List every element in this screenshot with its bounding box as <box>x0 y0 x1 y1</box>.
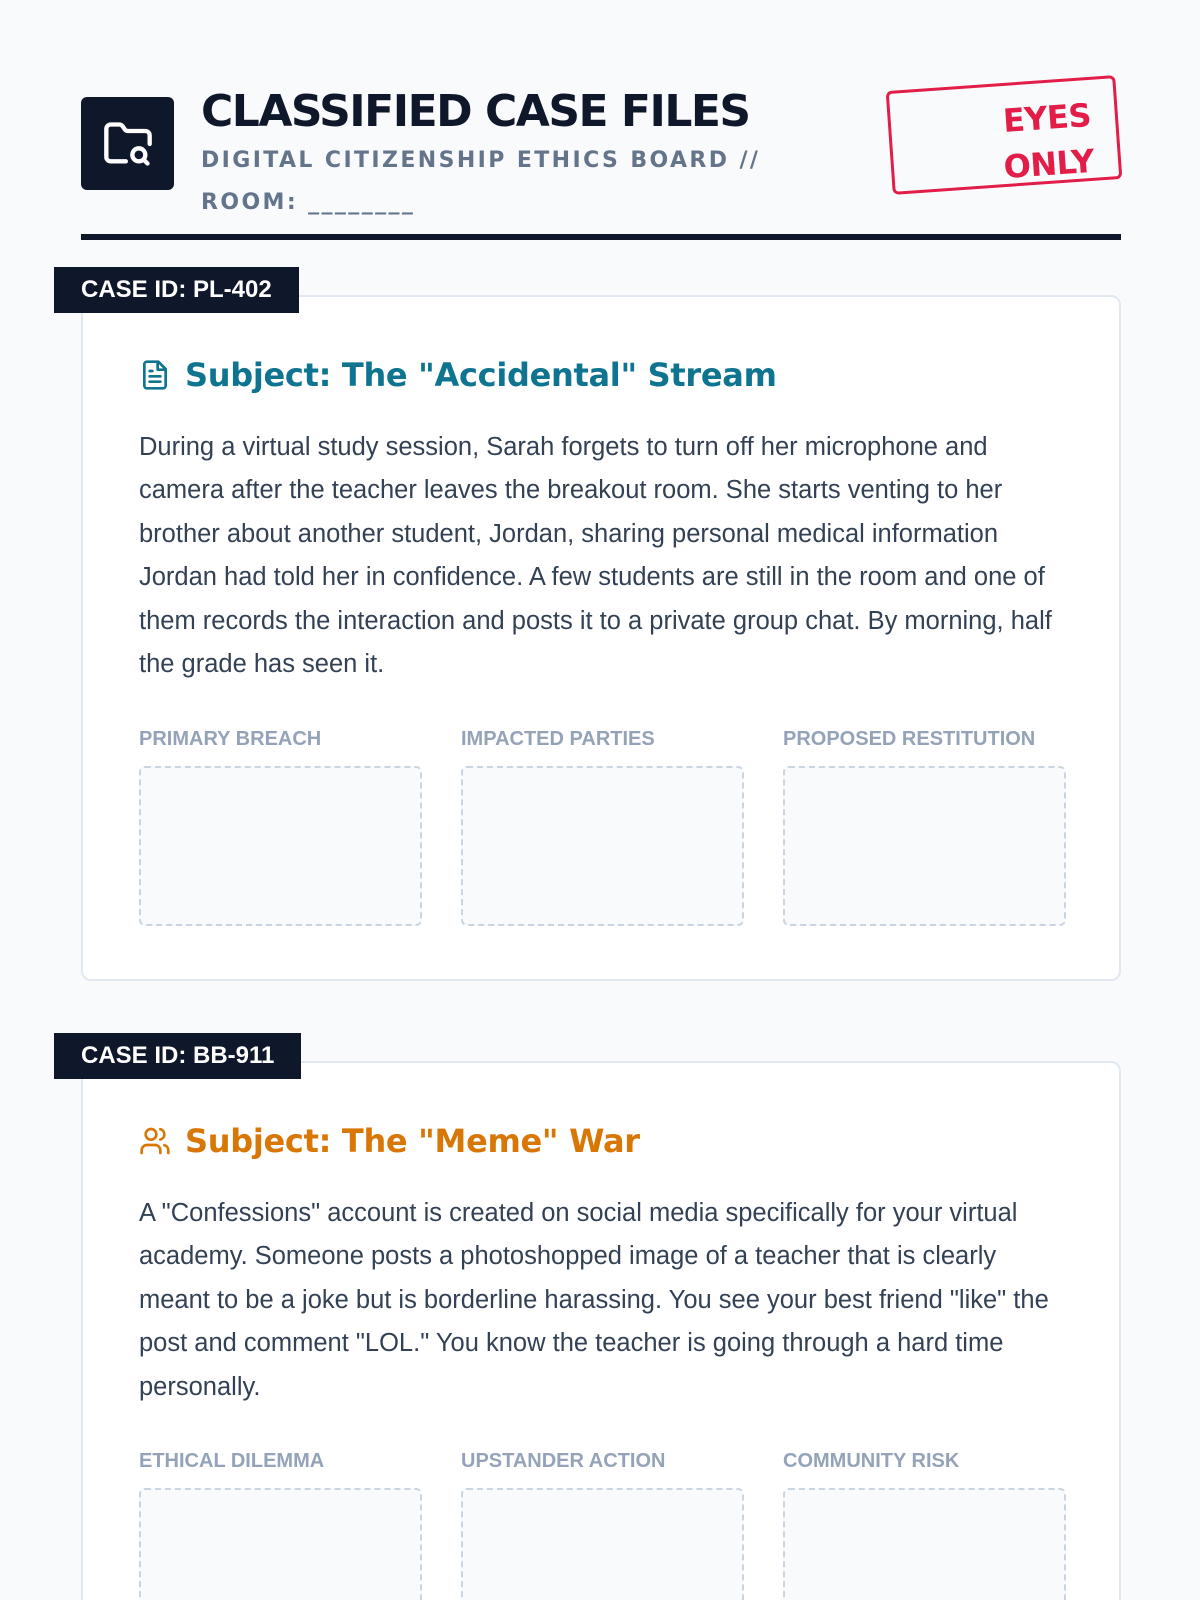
community-risk-field[interactable] <box>783 1488 1066 1600</box>
stamp-line-2: ONLY <box>1002 141 1096 187</box>
field-label-proposed-restitution: PROPOSED RESTITUTION <box>783 728 1036 750</box>
case-description: During a virtual study session, Sarah forgets to turn off her microphone and camera after the teacher leaves the breakout room. She starts venting to her brother about another student, Jordan, sharing personal medical information Jordan had told her in confidence. A few students are still in the room and one of them records the interaction and posts it to a private group chat. By morning, half the grade has seen it. <box>139 433 1052 679</box>
field-label-primary-breach: PRIMARY BREACH <box>139 728 322 750</box>
field-label-upstander-action: UPSTANDER ACTION <box>461 1450 666 1472</box>
folder-search-icon <box>81 97 174 190</box>
case-card <box>81 295 1121 981</box>
stamp-line-1: EYES <box>1001 95 1093 140</box>
upstander-action-field[interactable] <box>461 1488 744 1600</box>
proposed-restitution-field[interactable] <box>783 766 1066 926</box>
page-title: CLASSIFIED CASE FILES <box>201 86 750 137</box>
case-id-tab: CASE ID: BB-911 <box>54 1033 301 1079</box>
case-subject: Subject: The "Accidental" Stream <box>185 356 777 394</box>
case-heading <box>139 355 777 395</box>
page-header <box>81 80 1121 240</box>
case-card <box>81 1061 1121 1600</box>
page-subtitle: DIGITAL CITIZENSHIP ETHICS BOARD // ROOM: ________ <box>201 148 761 215</box>
eyes-only-stamp <box>886 75 1123 195</box>
case-subject: Subject: The "Meme" War <box>185 1122 640 1160</box>
field-label-ethical-dilemma: ETHICAL DILEMMA <box>139 1450 325 1472</box>
users-icon <box>139 1125 171 1157</box>
impacted-parties-field[interactable] <box>461 766 744 926</box>
primary-breach-field[interactable] <box>139 766 422 926</box>
case-description: A "Confessions" account is created on social media specifically for your virtual academy. Someone posts a photoshopped image of a teacher that is clearly meant to be a joke but is borderline harassing. You see your best friend "like" the post and comment "LOL." You know the teacher is going through a hard time personally. <box>139 1199 1049 1401</box>
case-id-tab: CASE ID: PL-402 <box>54 267 299 313</box>
document-icon <box>139 359 171 391</box>
field-label-community-risk: COMMUNITY RISK <box>783 1450 960 1472</box>
ethical-dilemma-field[interactable] <box>139 1488 422 1600</box>
field-label-impacted-parties: IMPACTED PARTIES <box>461 728 655 750</box>
header-divider <box>81 234 1121 240</box>
case-heading <box>139 1121 640 1161</box>
